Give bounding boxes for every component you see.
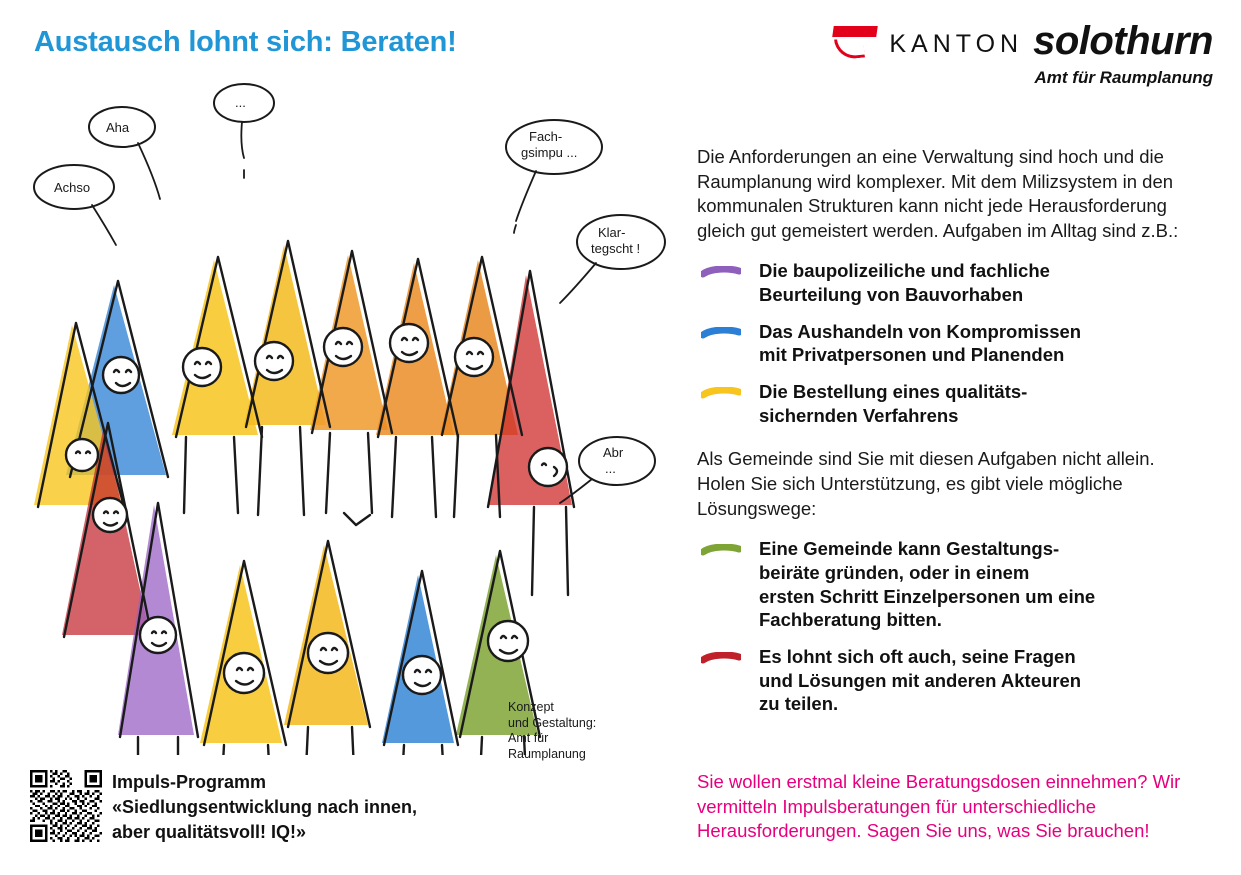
solution-item-label: Eine Gemeinde kann Gestaltungs- beiräte gründen, oder in einem ersten Schritt Einzelpersonen um eine Fachberatung bitten. xyxy=(759,538,1096,631)
svg-text:...: ... xyxy=(605,461,616,476)
page-title: Austausch lohnt sich: Beraten! xyxy=(34,26,457,58)
crayon-stroke-icon xyxy=(701,544,741,556)
svg-text:Achso: Achso xyxy=(54,180,91,195)
task-item-label: Das Aushandeln von Kompromissen mit Privatpersonen und Planenden xyxy=(759,320,1082,366)
logo-canton-name: solothurn xyxy=(1033,19,1213,63)
right-text-column xyxy=(697,145,1202,736)
task-item-label: Die baupolizeiliche und fachliche Beurteilung von Bauvorhaben xyxy=(759,260,1050,306)
task-item xyxy=(697,380,1202,427)
qr-code[interactable] xyxy=(30,770,102,842)
crayon-stroke-icon xyxy=(701,387,741,399)
crayon-stroke-icon xyxy=(701,652,741,664)
speech-bubble-achso xyxy=(34,165,116,245)
logo-department: Amt für Raumplanung xyxy=(1034,68,1213,87)
solutions-list xyxy=(697,537,1202,716)
canton-logo xyxy=(833,20,1213,88)
svg-text:Fach-: Fach- xyxy=(529,129,563,144)
closing-paragraph: Sie wollen erstmal kleine Beratungsdosen einnehmen? Wir vermitteln Impulsberatungen für unterschiedliche Herausforderungen. Sagen Sie uns, was Sie brauchen! xyxy=(697,771,1181,842)
task-item xyxy=(697,259,1202,306)
intro-paragraph: Die Anforderungen an eine Verwaltung sind hoch und die Raumplanung wird komplexer. Mit dem Milizsystem in den kommunalen Strukturen kann nicht jede Herausforderung gleich gut gemeistert werden. Aufgaben im Alltag sind z.B.: xyxy=(697,146,1179,241)
speech-bubble-fachgsimpu xyxy=(506,120,602,233)
footer-program-text xyxy=(112,770,417,844)
speech-bubble-abr xyxy=(560,437,655,503)
svg-text:Abr: Abr xyxy=(603,445,624,460)
solution-item-label: Es lohnt sich oft auch, seine Fragen und Lösungen mit anderen Akteuren zu teilen. xyxy=(759,645,1082,715)
footer-line-2: «Siedlungsentwicklung nach innen, xyxy=(112,796,418,817)
illustration-credit: Konzept und Gestaltung: Amt für Raumplanung xyxy=(508,700,597,761)
second-paragraph: Als Gemeinde sind Sie mit diesen Aufgaben nicht allein. Holen Sie sich Unterstützung, es gibt viele mögliche Lösungswege: xyxy=(697,448,1155,519)
task-item-label: Die Bestellung eines qualitäts- sichernden Verfahrens xyxy=(759,381,1028,426)
svg-text:Aha: Aha xyxy=(106,120,130,135)
svg-text:gsimpu ...: gsimpu ... xyxy=(521,145,578,160)
speech-bubble-ellipsis xyxy=(214,84,274,178)
tasks-list xyxy=(697,259,1202,427)
task-item xyxy=(697,320,1202,367)
canton-coat-of-arms-icon xyxy=(833,20,879,60)
svg-text:...: ... xyxy=(235,95,246,110)
solution-item xyxy=(697,537,1202,632)
svg-text:tegscht !: tegscht ! xyxy=(591,241,641,256)
crayon-stroke-icon xyxy=(701,266,741,278)
solution-item xyxy=(697,645,1202,716)
footer-line-3: aber qualitätsvoll! IQ!» xyxy=(112,821,307,842)
illustration-crowd-of-people xyxy=(26,75,676,755)
footer-line-1: Impuls-Programm xyxy=(112,772,267,792)
crayon-stroke-icon xyxy=(701,327,741,339)
svg-text:Klar-: Klar- xyxy=(598,225,626,240)
logo-kanton-label: KANTON xyxy=(889,30,1024,58)
speech-bubble-klartegscht xyxy=(560,215,665,303)
